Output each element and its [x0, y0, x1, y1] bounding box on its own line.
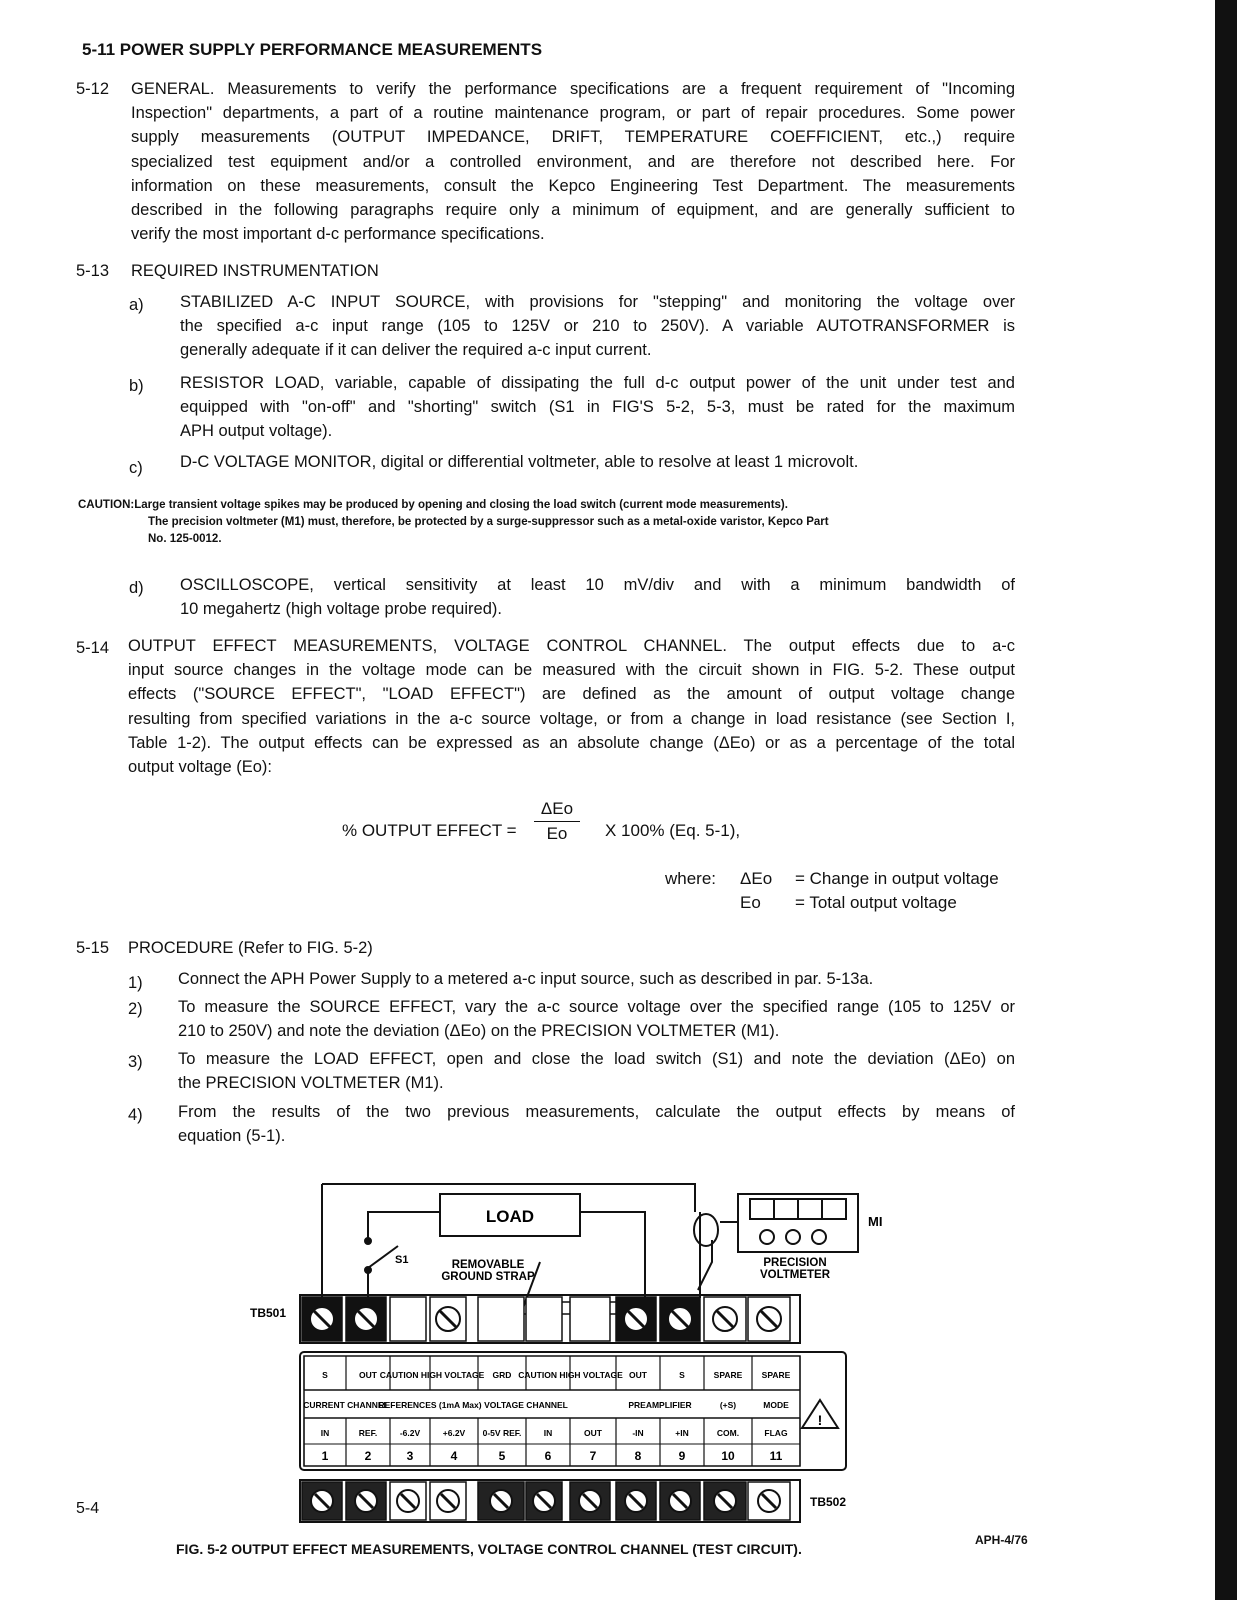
text-line: OSCILLOSCOPE, vertical sensitivity at least 10 mV/div and with a minimum bandwidth of [180, 576, 1015, 594]
switch-blade [368, 1246, 398, 1280]
terminal-name: REF. [358, 1428, 378, 1438]
terminal-label: OUT [359, 1370, 377, 1380]
meter-label: PRECISION [763, 1257, 827, 1269]
text-line: To measure the SOURCE EFFECT, vary the a-c source voltage over the specified range (105 to 125V or [178, 998, 1015, 1016]
step-number: 3) [128, 1053, 143, 1071]
text-line: 10 megahertz (high voltage probe required). [180, 600, 502, 619]
terminal-number: 4 [450, 1449, 458, 1463]
where-label: where: [665, 869, 717, 888]
terminal-name: -IN [632, 1428, 644, 1438]
terminal-name: 0-5V REF. [482, 1428, 522, 1438]
page-number: 5-4 [76, 1500, 100, 1517]
section-number: 5-15 [76, 939, 110, 957]
text-line: supply measurements (OUTPUT IMPEDANCE, DRIFT, TEMPERATURE COEFFICIENT, etc.,) require [131, 128, 1015, 147]
section-number: 5-12 [76, 80, 110, 98]
group-label: MODE [763, 1400, 789, 1410]
text-line: STABILIZED A-C INPUT SOURCE, with provisions for "stepping" and monitoring the voltage over [180, 293, 1015, 311]
step-number: 1) [128, 974, 143, 992]
terminal-label: GRD [492, 1370, 512, 1380]
step-text: Connect the APH Power Supply to a metered a-c input source, such as described in par. 5-13a. [178, 970, 874, 988]
text-line: the specified a-c input range (105 to 125V or 210 to 250V). A variable AUTOTRANSFORMER is [180, 317, 1015, 336]
where-symbol: Eo [740, 893, 761, 912]
meter-id: MI [868, 1214, 883, 1229]
step-number: 2) [128, 1000, 143, 1018]
text-line: 210 to 250V) and note the deviation (ΔEo) on the PRECISION VOLTMETER (M1). [178, 1022, 780, 1041]
text-line: information on these measurements, consult the Kepco Engineering Test Department. The measurements [131, 176, 1015, 195]
text-line: specialized test equipment and/or a controlled environment, and are therefore not described here. For [131, 152, 1015, 171]
list-label: d) [129, 579, 144, 597]
text-line: Table 1-2). The output effects can be expressed as an absolute change (ΔEo) or as a percentage of the total [128, 733, 1015, 752]
text-line: Inspection" departments, a part of a routine maintenance program, or part of repair procedures. Some power [131, 104, 1015, 123]
text-line: input source changes in the voltage mode can be measured with the circuit shown in FIG. 5-2. These output [128, 661, 1015, 680]
strap-label: REMOVABLE [451, 1259, 525, 1271]
text-line: From the results of the two previous measurements, calculate the output effects by means of [178, 1103, 1015, 1121]
item-c: D-C VOLTAGE MONITOR, digital or differential voltmeter, able to resolve at least 1 microvolt. [180, 453, 859, 471]
terminal-label: OUT [629, 1370, 647, 1380]
terminal-name: IN [543, 1428, 553, 1438]
group-label: PREAMPLIFIER [628, 1400, 692, 1410]
figure-caption: FIG. 5-2 OUTPUT EFFECT MEASUREMENTS, VOLTAGE CONTROL CHANNEL (TEST CIRCUIT). [176, 1541, 802, 1557]
terminal-number: 8 [634, 1449, 642, 1463]
tb501-terminal [478, 1297, 524, 1341]
terminal-name: OUT [584, 1428, 602, 1438]
wire [580, 1212, 645, 1298]
tb501-terminal [570, 1297, 610, 1341]
text-line: equipped with "on-off" and "shorting" switch (S1 in FIG'S 5-2, 5-3, must be rated for the maximum [180, 398, 1015, 417]
group-label: VOLTAGE CHANNEL [484, 1400, 568, 1410]
text-line: verify the most important d-c performance specifications. [131, 225, 545, 244]
terminal-label: SPARE [713, 1370, 743, 1380]
group-label: CURRENT CHANNEL [303, 1400, 389, 1410]
terminal-number: 11 [769, 1449, 783, 1463]
warning-mark: ! [817, 1412, 823, 1428]
terminal-name: IN [320, 1428, 330, 1438]
tb501-terminal [390, 1297, 426, 1341]
text-line: the PRECISION VOLTMETER (M1). [178, 1074, 444, 1093]
text-line: APH output voltage). [180, 422, 333, 441]
switch-contact [365, 1238, 371, 1244]
text-line: generally adequate if it can deliver the required a-c input current. [180, 341, 652, 360]
section-title: REQUIRED INSTRUMENTATION [131, 262, 379, 280]
document-code: APH-4/76 [975, 1533, 1028, 1547]
list-label: c) [129, 459, 143, 477]
meter-knob [786, 1230, 800, 1244]
section-number: 5-14 [76, 639, 110, 657]
wire [368, 1212, 440, 1238]
where-definition: = Change in output voltage [795, 869, 999, 888]
terminal-number: 1 [321, 1449, 329, 1463]
switch-contact [365, 1267, 371, 1273]
caution-line: No. 125-0012. [148, 533, 222, 545]
terminal-number: 10 [721, 1449, 735, 1463]
text-line: RESISTOR LOAD, variable, capable of dissipating the full d-c output power of the unit under test and [180, 374, 1015, 392]
terminal-label: S [679, 1370, 685, 1380]
group-label: (+S) [719, 1400, 737, 1410]
text-line: described in the following paragraphs require only a minimum of equipment, and are generally sufficient to [131, 201, 1015, 220]
list-label: b) [129, 377, 144, 395]
section-heading: 5-11 POWER SUPPLY PERFORMANCE MEASUREMENTS [82, 40, 543, 59]
terminal-number: 3 [406, 1449, 414, 1463]
list-label: a) [129, 296, 144, 314]
terminal-label: SPARE [761, 1370, 791, 1380]
meter-knob [760, 1230, 774, 1244]
text-line: effects ("SOURCE EFFECT", "LOAD EFFECT") are defined as the amount of output voltage change [128, 685, 1015, 704]
terminal-name: -6.2V [399, 1428, 421, 1438]
step-number: 4) [128, 1106, 143, 1124]
text-line: equation (5-1). [178, 1127, 286, 1146]
terminal-number: 5 [498, 1449, 506, 1463]
terminal-number: 2 [364, 1449, 372, 1463]
terminal-name: FLAG [764, 1428, 788, 1438]
equation-denominator: Eo [546, 824, 568, 843]
tb502-label: TB502 [810, 1495, 847, 1509]
where-definition: = Total output voltage [795, 893, 957, 912]
caution-line: CAUTION:Large transient voltage spikes may be produced by opening and closing the load switch (current mode measurements). [78, 499, 788, 511]
caution-line: The precision voltmeter (M1) must, therefore, be protected by a surge-suppressor such as a metal-oxide varistor, Kepco Part [148, 516, 829, 528]
terminal-label: CAUTION HIGH VOLTAGE [379, 1370, 485, 1380]
equation-left: % OUTPUT EFFECT = [342, 821, 517, 840]
text-line: OUTPUT EFFECT MEASUREMENTS, VOLTAGE CONTROL CHANNEL. The output effects due to a-c [128, 637, 1015, 655]
terminal-number: 7 [589, 1449, 597, 1463]
strap-label: GROUND STRAP [441, 1271, 535, 1283]
equation-right: X 100% (Eq. 5-1), [605, 821, 741, 840]
terminal-label: S [322, 1370, 328, 1380]
terminal-name: COM. [716, 1428, 740, 1438]
text-line: resulting from specified variations in the a-c source voltage, or from a change in load resistance (see Section I, [128, 709, 1015, 728]
load-label: LOAD [485, 1207, 535, 1226]
terminal-name: +IN [675, 1428, 689, 1438]
meter-label: VOLTMETER [759, 1269, 831, 1281]
terminal-label: CAUTION HIGH VOLTAGE [518, 1370, 623, 1380]
terminal-name: +6.2V [442, 1428, 466, 1438]
text-line: output voltage (Eo): [128, 758, 273, 777]
switch-label: S1 [395, 1254, 409, 1266]
terminal-number: 6 [544, 1449, 552, 1463]
tb501-terminal [526, 1297, 562, 1341]
shield-ellipse [694, 1214, 718, 1246]
tb501-label: TB501 [250, 1306, 287, 1320]
terminal-number: 9 [678, 1449, 686, 1463]
group-label: REFERENCES (1mA Max) [378, 1400, 482, 1410]
text-line: GENERAL. Measurements to verify the performance specifications are a frequent requirement of "Incoming [131, 80, 1015, 98]
where-symbol: ΔEo [740, 869, 773, 888]
meter-knob [812, 1230, 826, 1244]
equation-numerator: ΔEo [540, 799, 574, 818]
text-line: To measure the LOAD EFFECT, open and close the load switch (S1) and note the deviation (ΔEo) on [178, 1050, 1015, 1068]
section-number: 5-13 [76, 262, 110, 280]
section-title: PROCEDURE (Refer to FIG. 5-2) [128, 939, 373, 957]
